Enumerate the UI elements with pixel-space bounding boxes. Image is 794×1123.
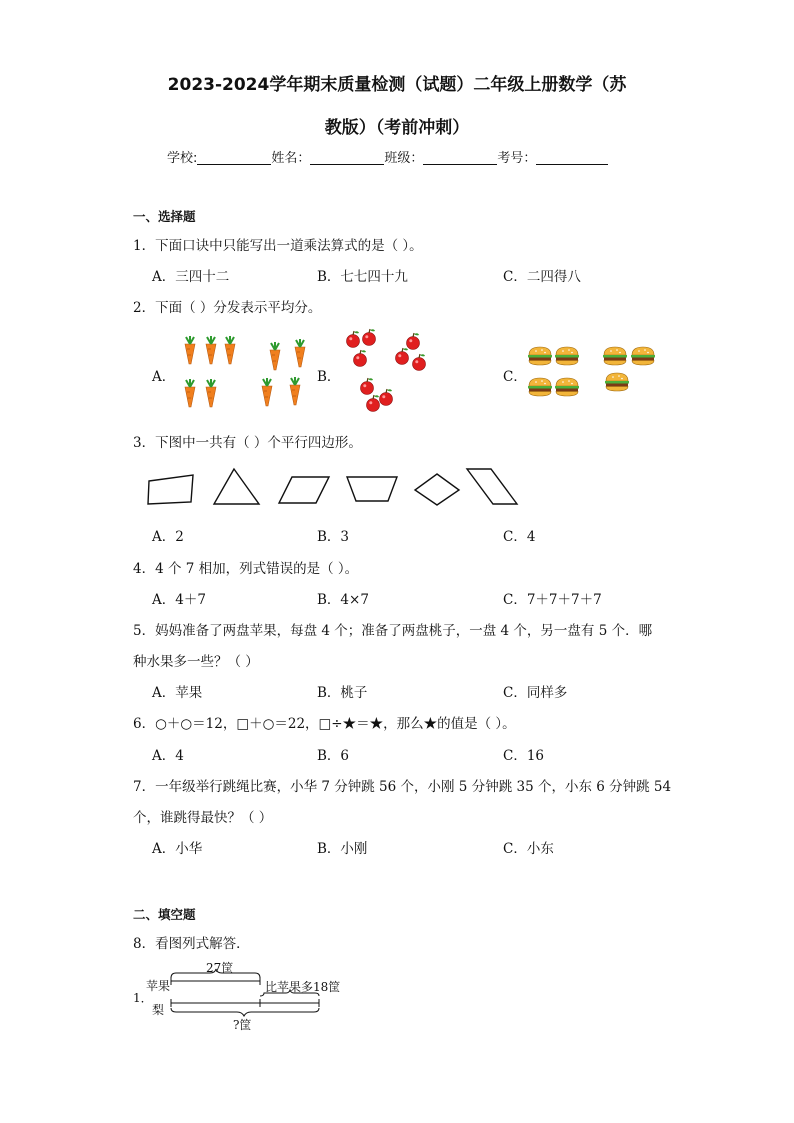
- question-3: 3．下图中一共有（ ）个平行四边形。: [133, 435, 362, 451]
- q8-pear-label: 梨: [152, 1003, 165, 1017]
- apple-bar: [171, 977, 260, 985]
- exam-number-label: 考号：: [497, 151, 537, 166]
- apple-top-brace: [171, 969, 260, 978]
- school-label: 学校:: [167, 151, 198, 166]
- q2-option-c[interactable]: C．: [503, 369, 527, 385]
- question-1: 1．下面口诀中只能写出一道乘法算式的是（ ）。: [133, 238, 423, 254]
- q4-option-c[interactable]: C．7＋7＋7＋7: [503, 592, 602, 608]
- class-label: 班级：: [384, 151, 424, 166]
- extra-segment-brace: [260, 990, 319, 996]
- q7-option-c[interactable]: C．小东: [503, 841, 554, 857]
- question-8: 8．看图列式解答．: [133, 936, 250, 952]
- question-4: 4．4 个 7 相加，列式错误的是（ ）。: [133, 561, 359, 577]
- page-title-line2: 教版）（考前冲刺）: [324, 118, 470, 138]
- question-5-line1: 5．妈妈准备了两盘苹果，每盘 4 个；准备了两盘桃子，一盘 4 个，另一盘有 5 个．哪: [133, 623, 653, 639]
- q6-option-b[interactable]: B．6: [317, 748, 350, 764]
- q4-option-a[interactable]: A．4＋7: [152, 592, 206, 608]
- name-label: 姓名：: [271, 151, 311, 166]
- q8-sub-number: 1．: [133, 991, 153, 1005]
- question-2: 2．下面（ ）分发表示平均分。: [133, 300, 322, 316]
- q5-option-c[interactable]: C．同样多: [503, 685, 568, 701]
- q3-option-a[interactable]: A．2: [152, 529, 184, 545]
- q2-option-a[interactable]: A．: [152, 369, 176, 385]
- q2-option-b[interactable]: B．: [317, 369, 341, 385]
- q8-apple-label: 苹果: [146, 979, 171, 993]
- q3-option-b[interactable]: B．3: [317, 529, 350, 545]
- q8-pear-question: ?筐: [233, 1018, 252, 1032]
- q4-option-b[interactable]: B．4×7: [317, 592, 369, 608]
- section-heading-choice: 一、选择题: [133, 209, 196, 224]
- q5-option-a[interactable]: A．苹果: [152, 685, 203, 701]
- question-5-line2: 种水果多一些？（ ）: [133, 654, 259, 670]
- q6-option-a[interactable]: A．4: [152, 748, 184, 764]
- q3-option-c[interactable]: C．4: [503, 529, 536, 545]
- q8-apple-quantity: 27筐: [206, 961, 234, 975]
- question-6: 6．○＋○＝12，□＋○＝22，□÷★＝★，那么★的值是（ ）。: [133, 716, 516, 732]
- q8-more-label: 比苹果多18筐: [265, 980, 341, 994]
- q1-option-c[interactable]: C．二四得八: [503, 269, 581, 285]
- section-heading-fill: 二、填空题: [133, 907, 196, 922]
- q7-option-b[interactable]: B．小刚: [317, 841, 368, 857]
- q5-option-b[interactable]: B．桃子: [317, 685, 368, 701]
- page-title-line1: 2023-2024学年期末质量检测（试题）二年级上册数学（苏: [167, 75, 627, 95]
- question-7-line1: 7．一年级举行跳绳比赛，小华 7 分钟跳 56 个，小刚 5 分钟跳 35 个，小东 6 分钟跳 54: [133, 779, 672, 795]
- pear-bottom-brace: [171, 1008, 319, 1016]
- q1-option-a[interactable]: A．三四十二: [152, 269, 230, 285]
- pear-bar: [171, 999, 319, 1007]
- q6-option-c[interactable]: C．16: [503, 748, 545, 764]
- q1-option-b[interactable]: B．七七四十九: [317, 269, 408, 285]
- q7-option-a[interactable]: A．小华: [152, 841, 203, 857]
- question-7-line2: 个，谁跳得最快？（ ）: [133, 810, 273, 826]
